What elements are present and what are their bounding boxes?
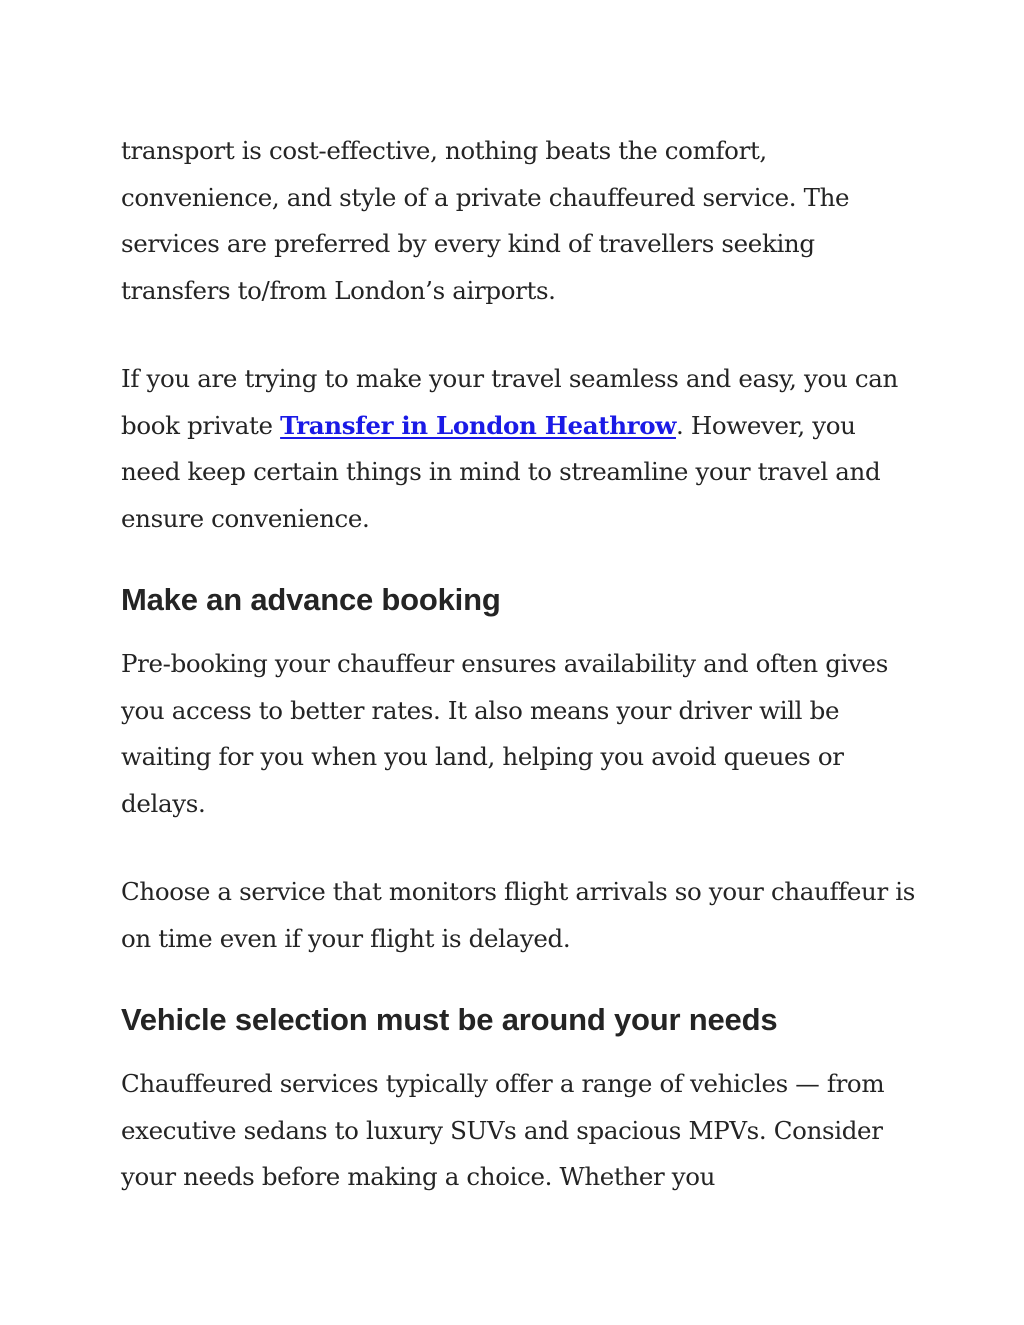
- paragraph-text-after-link: . However, you need keep certain things in mind to streamline your travel and ensure convenience.: [121, 410, 881, 533]
- heading-advance-booking: Make an advance booking: [121, 582, 501, 617]
- paragraph-booking-link: [121, 356, 921, 542]
- paragraph-intro: transport is cost-effective, nothing beats the comfort, convenience, and style of a private chauffeured service. The services are preferred by every kind of travellers seeking transfers to/from London’s airports.: [121, 136, 850, 305]
- paragraph-vehicles: Chauffeured services typically offer a range of vehicles — from executive sedans to luxury SUVs and spacious MPVs. Consider your needs before making a choice. Whether you: [121, 1069, 885, 1191]
- article-body: [121, 128, 921, 1201]
- transfer-heathrow-link[interactable]: Transfer in London Heathrow: [280, 410, 676, 440]
- heading-vehicle-selection: Vehicle selection must be around your needs: [121, 1002, 778, 1037]
- paragraph-text-before-link: If you are trying to make your travel seamless and easy, you can book private: [121, 364, 898, 440]
- paragraph-prebooking: Pre-booking your chauffeur ensures availability and often gives you access to better rates. It also means your driver will be waiting for you when you land, helping you avoid queues or delays.: [121, 649, 888, 818]
- paragraph-flight-monitoring: Choose a service that monitors flight arrivals so your chauffeur is on time even if your flight is delayed.: [121, 877, 915, 953]
